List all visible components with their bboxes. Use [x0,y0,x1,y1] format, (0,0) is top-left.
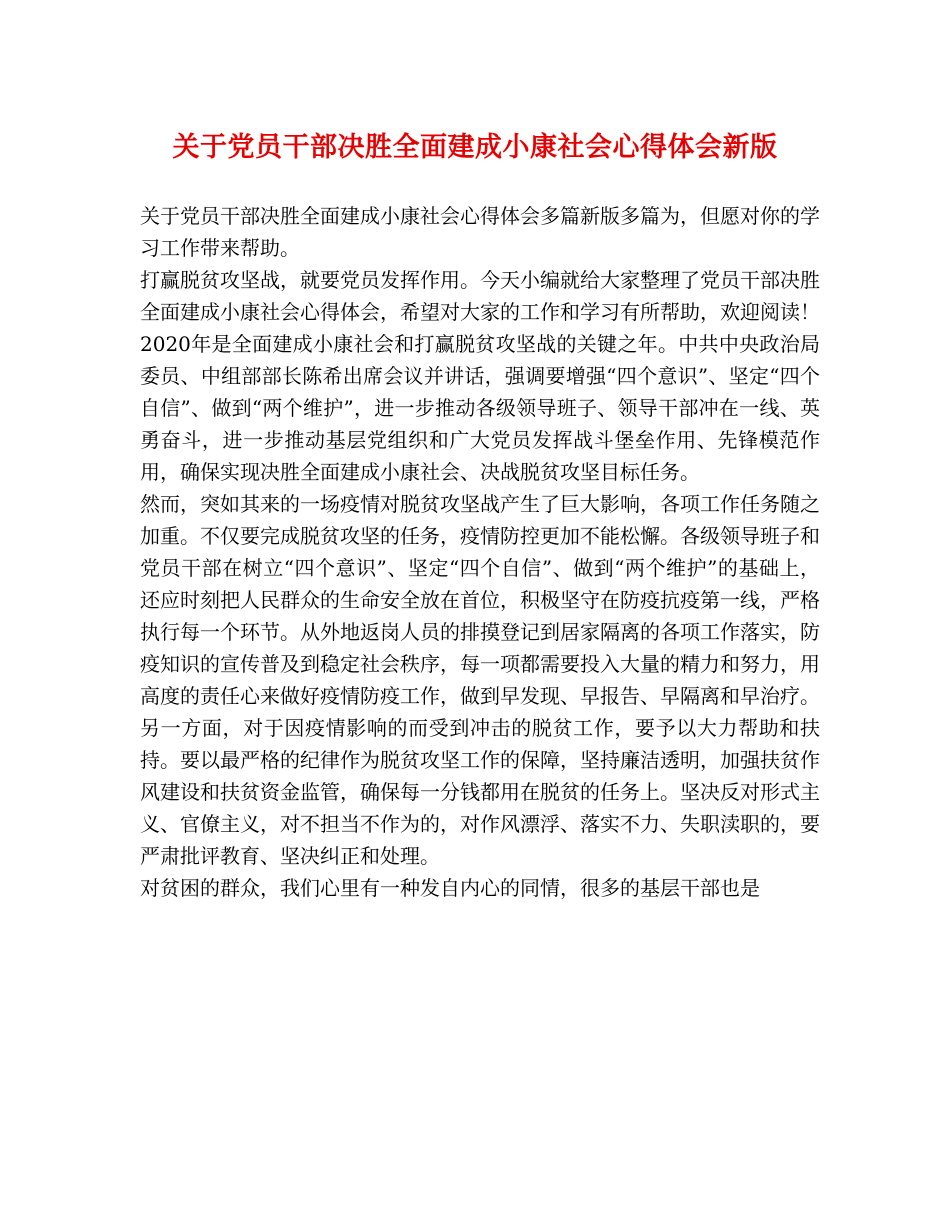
paragraph-intro: 关于党员干部决胜全面建成小康社会心得体会多篇新版多篇为，但愿对你的学习工作带来帮助。 [140,204,820,260]
paragraph-2020: 2020年是全面建成小康社会和打赢脱贫攻坚战的关键之年。中共中央政治局委员、中组部部长陈希出席会议并讲话，强调要增强“四个意识”、坚定“四个自信”、做到“两个维护”，进一步推动各级领导班子、领导干部冲在一线、英勇奋斗，进一步推动基层党组织和广大党员发挥战斗堡垒作用、先锋模范作用，确保实现决胜全面建成小康社会、决战脱贫攻坚目标任务。 [140,332,820,484]
paragraph-lead: 打赢脱贫攻坚战，就要党员发挥作用。今天小编就给大家整理了党员干部决胜全面建成小康社会心得体会，希望对大家的工作和学习有所帮助，欢迎阅读！ [140,268,820,324]
document-title: 关于党员干部决胜全面建成小康社会心得体会新版 [172,132,778,163]
document-body [140,200,820,904]
paragraph-poverty: 对贫困的群众，我们心里有一种发自内心的同情，很多的基层干部也是 [140,876,760,900]
paragraph-epidemic: 然而，突如其来的一场疫情对脱贫攻坚战产生了巨大影响，各项工作任务随之加重。不仅要完成脱贫攻坚的任务，疫情防控更加不能松懈。各级领导班子和党员干部在树立“四个意识”、坚定“四个自信”、做到“两个维护”的基础上，还应时刻把人民群众的生命安全放在首位，积极坚守在防疫抗疫第一线，严格执行每一个环节。从外地返岗人员的排摸登记到居家隔离的各项工作落实，防疫知识的宣传普及到稳定社会秩序，每一项都需要投入大量的精力和努力，用高度的责任心来做好疫情防疫工作，做到早发现、早报告、早隔离和早治疗。另一方面，对于因疫情影响的而受到冲击的脱贫工作，要予以大力帮助和扶持。要以最严格的纪律作为脱贫攻坚工作的保障，坚持廉洁透明，加强扶贫作风建设和扶贫资金监管，确保每一分钱都用在脱贫的任务上。坚决反对形式主义、官僚主义，对不担当不作为的，对作风漂浮、落实不力、失职渎职的，要严肃批评教育、坚决纠正和处理。 [140,492,820,868]
